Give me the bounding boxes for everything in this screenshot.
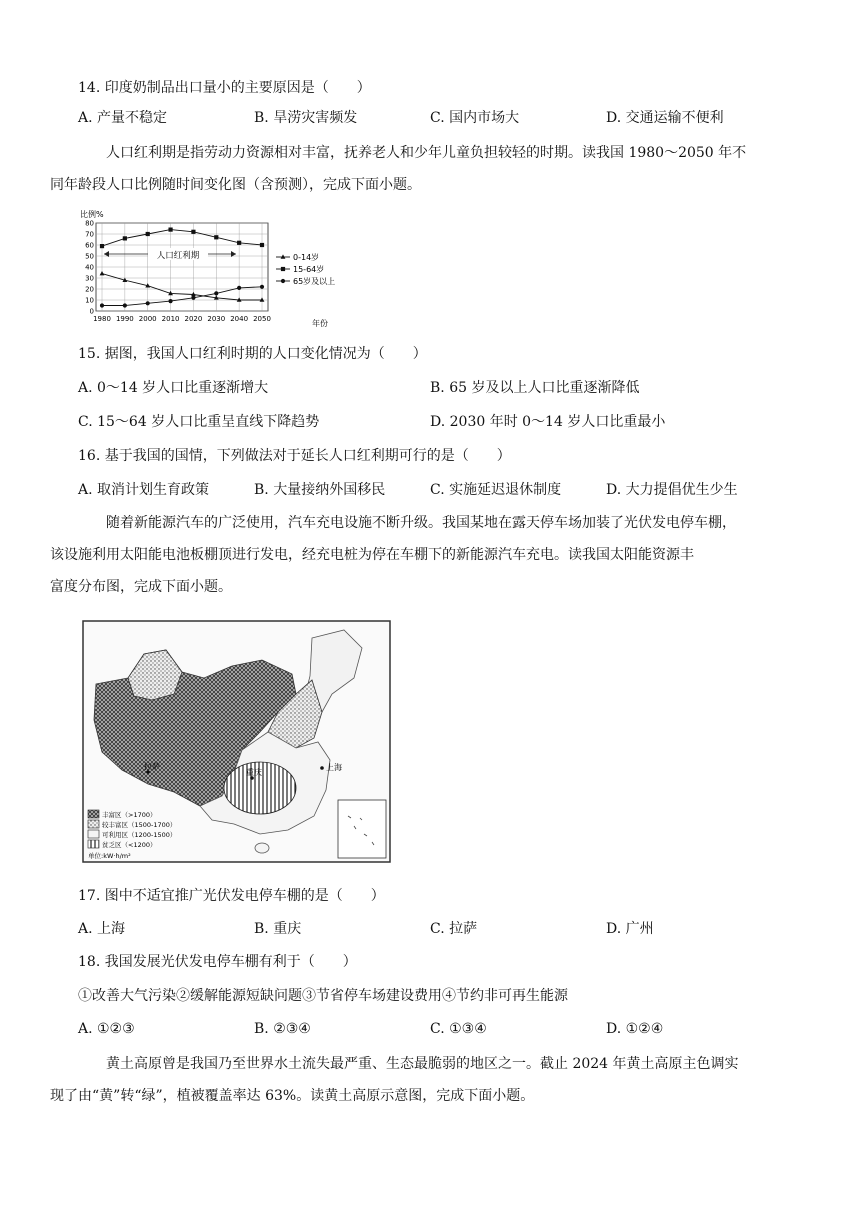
q14-option-b[interactable]: B. 旱涝灾害频发 — [254, 110, 358, 126]
chongqing-label: 重庆 — [246, 768, 262, 777]
chart-point-circle — [123, 303, 127, 307]
q18-options — [78, 1019, 778, 1039]
q16-stem: 16. 基于我国的国情，下列做法对于延长人口红利期可行的是（ ） — [78, 448, 511, 464]
legend-label-triangle: 0-14岁 — [293, 253, 320, 262]
chart-legend — [276, 252, 335, 286]
hainan-island — [255, 843, 269, 853]
chart-y-tick-label: 10 — [85, 296, 94, 305]
chart-point-circle — [237, 286, 241, 290]
chart-point-triangle — [100, 271, 105, 275]
passage-demographic-dividend — [50, 137, 778, 201]
q15-option-d[interactable]: D. 2030 年时 0～14 岁人口比重最小 — [430, 414, 666, 430]
solar-resource-map — [82, 620, 392, 864]
shanghai-label: 上海 — [326, 763, 342, 772]
passage1-line1: 人口红利期是指劳动力资源相对丰富，抚养老人和少年儿童负担较轻的时期。读我国 1980～2050 年不 — [106, 145, 747, 161]
chart-series — [100, 228, 265, 308]
chart-y-tick-label: 30 — [85, 274, 94, 283]
legend-swatch-fair — [88, 820, 99, 828]
shanghai-marker — [320, 766, 324, 770]
q17-option-a[interactable]: A. 上海 — [78, 921, 126, 937]
chart-point-circle — [260, 285, 264, 289]
chart-x-tick-label: 2020 — [184, 315, 203, 323]
chart-x-tick-label: 2010 — [161, 315, 180, 323]
legend-label-circle: 65岁及以上 — [293, 277, 336, 286]
chart-point-square — [191, 230, 195, 234]
q16-option-b[interactable]: B. 大量接纳外国移民 — [254, 482, 386, 498]
q18-option-c[interactable]: C. ①③④ — [430, 1021, 487, 1037]
q15-option-b[interactable]: B. 65 岁及以上人口比重逐渐降低 — [430, 380, 640, 396]
chart-x-tick-label: 1990 — [115, 315, 134, 323]
legend-swatch-rich — [88, 810, 99, 818]
legend-marker-circle — [281, 279, 285, 283]
lhasa-label: 拉萨 — [144, 762, 160, 771]
chart-point-circle — [100, 303, 104, 307]
q15-option-a[interactable]: A. 0～14 岁人口比重逐渐增大 — [78, 380, 269, 396]
chart-x-tick-label: 2040 — [230, 315, 249, 323]
q15-options — [78, 378, 778, 398]
chart-point-square — [146, 232, 150, 236]
passage2-line1: 随着新能源汽车的广泛使用，汽车充电设施不断升级。我国某地在露天停车场加装了光伏发电停车棚， — [106, 515, 736, 531]
q16-option-d[interactable]: D. 大力提倡优生少生 — [606, 482, 738, 498]
q14-option-d[interactable]: D. 交通运输不便利 — [606, 110, 724, 126]
chart-point-square — [237, 241, 241, 245]
chart-x-ticks — [93, 315, 271, 323]
south-sea-inset — [338, 800, 386, 858]
passage2-line3: 富度分布图，完成下面小题。 — [50, 579, 232, 595]
q17-option-c[interactable]: C. 拉萨 — [430, 921, 478, 937]
passage2-line2: 该设施利用太阳能电池板棚顶进行发电，经充电桩为停在车棚下的新能源汽车充电。读我国太阳能资源丰 — [50, 547, 694, 563]
population-ratio-chart — [78, 207, 368, 329]
chart-x-tick-label: 2050 — [253, 315, 271, 323]
chart-point-square — [260, 243, 264, 247]
legend-fair: 较丰富区（1500-1700） — [102, 821, 177, 829]
chart-y-tick-label: 60 — [85, 241, 94, 250]
legend-rich: 丰富区（>1700） — [102, 811, 157, 819]
q17-stem: 17. 图中不适宜推广光伏发电停车棚的是（ ） — [78, 888, 385, 904]
chart-point-circle — [191, 296, 195, 300]
q15-options-2 — [78, 412, 778, 432]
legend-marker-square — [281, 267, 285, 271]
legend-swatch-usable — [88, 830, 99, 838]
dividend-label: 人口红利期 — [156, 251, 200, 261]
q15-option-c[interactable]: C. 15～64 岁人口比重呈直线下降趋势 — [78, 414, 320, 430]
q16-option-c[interactable]: C. 实施延迟退休制度 — [430, 482, 562, 498]
q14-option-c[interactable]: C. 国内市场大 — [430, 110, 520, 126]
chart-point-circle — [168, 299, 172, 303]
chart-y-tick-label: 40 — [85, 263, 94, 272]
legend-label-square: 15-64岁 — [293, 265, 325, 274]
legend-unit: 单位:kW·h/m² — [88, 852, 131, 860]
passage3-line2: 现了由“黄”转“绿”，植被覆盖率达 63%。读黄土高原示意图，完成下面小题。 — [50, 1088, 535, 1104]
chart-point-circle — [214, 291, 218, 295]
passage3-line1: 黄土高原曾是我国乃至世界水土流失最严重、生态最脆弱的地区之一。截止 2024 年黄土高原主色调实 — [106, 1056, 739, 1072]
chart-x-tick-label: 2030 — [207, 315, 226, 323]
chart-ylabel: 比例% — [80, 210, 104, 219]
chart-x-tick-label: 1980 — [93, 315, 111, 323]
q14-stem: 14. 印度奶制品出口量小的主要原因是（ ） — [78, 80, 371, 96]
q17-options — [78, 919, 778, 939]
q17-option-b[interactable]: B. 重庆 — [254, 921, 302, 937]
q14-options — [78, 108, 778, 128]
legend-usable: 可利用区（1200-1500） — [102, 831, 177, 839]
chart-y-ticks — [85, 220, 94, 316]
q15-stem: 15. 据图，我国人口红利时期的人口变化情况为（ ） — [78, 346, 427, 362]
q14-option-a[interactable]: A. 产量不稳定 — [78, 110, 168, 126]
q18-option-b[interactable]: B. ②③④ — [254, 1021, 311, 1037]
chart-y-tick-label: 50 — [85, 252, 94, 261]
passage1-line2: 同年龄段人口比例随时间变化图（含预测），完成下面小题。 — [50, 177, 421, 193]
chart-point-square — [123, 236, 127, 240]
q17-option-d[interactable]: D. 广州 — [606, 921, 654, 937]
q18-option-a[interactable]: A. ①②③ — [78, 1021, 135, 1037]
chart-y-tick-label: 0 — [89, 307, 94, 316]
chart-xlabel: 年份 — [312, 319, 328, 328]
chart-point-square — [168, 228, 172, 232]
chart-y-tick-label: 80 — [85, 219, 94, 228]
passage-loess-plateau — [50, 1048, 778, 1112]
chart-x-tick-label: 2000 — [138, 315, 157, 323]
chart-point-square — [214, 235, 218, 239]
chart-y-tick-label: 70 — [85, 230, 94, 239]
chart-y-tick-label: 20 — [85, 285, 94, 294]
chart-grid — [96, 223, 268, 311]
passage-solar-carport — [50, 507, 778, 603]
q16-options — [78, 480, 778, 500]
legend-swatch-poor — [88, 840, 99, 848]
q18-option-d[interactable]: D. ①②④ — [606, 1021, 664, 1037]
chart-point-square — [100, 244, 104, 248]
q18-stem: 18. 我国发展光伏发电停车棚有利于（ ） — [78, 954, 357, 970]
q16-option-a[interactable]: A. 取消计划生育政策 — [78, 482, 210, 498]
legend-poor: 贫乏区（<1200） — [102, 841, 157, 849]
q18-choices: ①改善大气污染②缓解能源短缺问题③节省停车场建设费用④节约非可再生能源 — [78, 988, 568, 1004]
chart-point-circle — [146, 301, 150, 305]
